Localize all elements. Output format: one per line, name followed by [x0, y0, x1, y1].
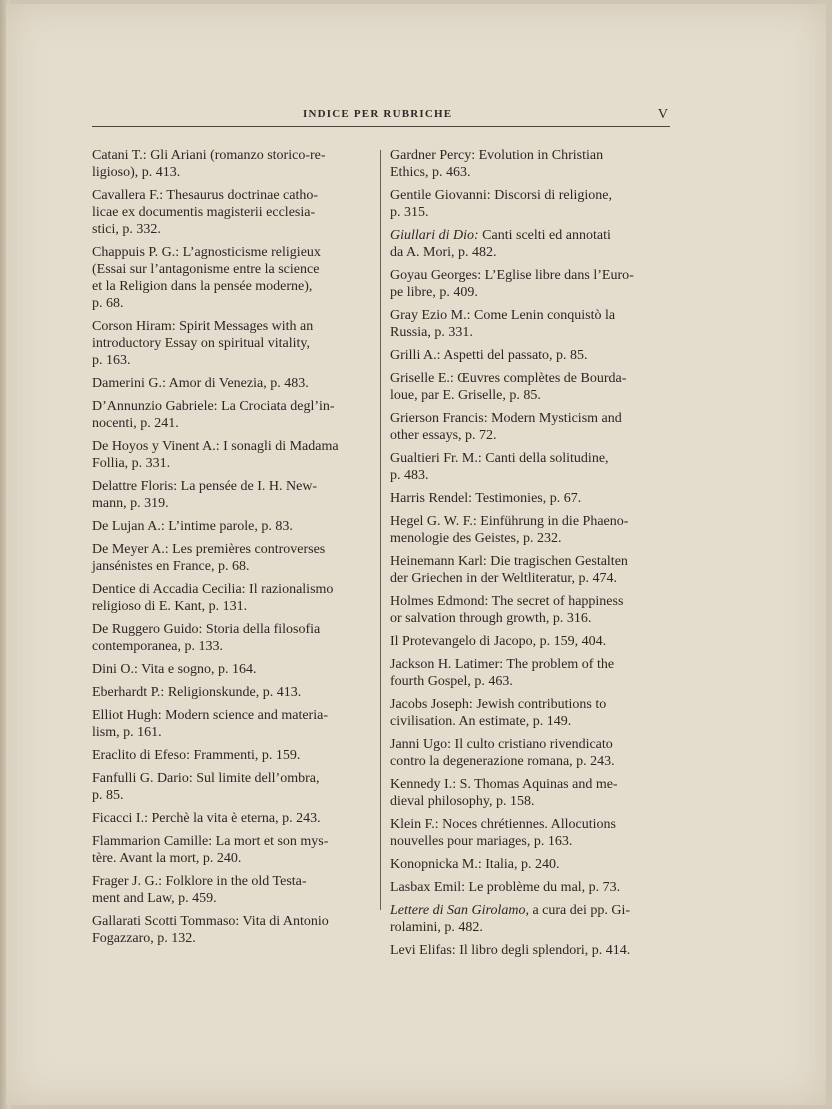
index-entry-line: Ethics, p. 463.: [390, 165, 471, 180]
index-entry-line: Gentile Giovanni: Discorsi di religione,: [390, 188, 613, 203]
index-entry: [92, 873, 372, 907]
index-entry: [390, 902, 670, 936]
index-entry-line: Dentice di Accadia Cecilia: Il razionalismo: [92, 582, 334, 597]
index-entry-line: Chappuis P. G.: L’agnosticisme religieux: [92, 245, 321, 260]
index-entry-line: Levi Elifas: Il libro degli splendori, p. 414.: [390, 943, 631, 958]
index-entry: [390, 267, 670, 301]
index-entry: [92, 707, 372, 741]
index-entry-line: lism, p. 161.: [92, 725, 162, 740]
index-entry-line: introductory Essay on spiritual vitality,: [92, 336, 311, 351]
index-entry-line: ligioso), p. 413.: [92, 165, 181, 180]
index-entry-line: D’Annunzio Gabriele: La Crociata degl’in-: [92, 399, 335, 414]
index-entry-line: Frager J. G.: Folklore in the old Testa-: [92, 874, 307, 889]
index-entry-line: De Lujan A.: L’intime parole, p. 83.: [92, 519, 293, 534]
index-entry-line: Jacobs Joseph: Jewish contributions to: [390, 697, 607, 712]
index-entry: [92, 833, 372, 867]
index-entry: [92, 147, 372, 181]
index-entry-line: Eraclito di Efeso: Frammenti, p. 159.: [92, 748, 301, 763]
index-entry-italic-title: Lettere di San Girolamo,: [390, 903, 529, 918]
running-header: [92, 108, 670, 128]
index-entry: [390, 856, 670, 873]
index-entry-line: Grilli A.: Aspetti del passato, p. 85.: [390, 348, 588, 363]
header-rule: [92, 126, 670, 127]
index-entry-line: or salvation through growth, p. 316.: [390, 611, 592, 626]
index-entry-line: menologie des Geistes, p. 232.: [390, 531, 562, 546]
index-entry-line: Griselle E.: Œuvres complètes de Bourda-: [390, 371, 627, 386]
index-entry-line: loue, par E. Griselle, p. 85.: [390, 388, 541, 403]
index-entry-line: Il Protevangelo di Jacopo, p. 159, 404.: [390, 634, 607, 649]
index-entry: [390, 450, 670, 484]
index-entry: [92, 438, 372, 472]
index-entry-line: Hegel G. W. F.: Einführung in die Phaeno-: [390, 514, 629, 529]
index-entry-line: Klein F.: Noces chrétiennes. Allocutions: [390, 817, 616, 832]
index-entry-line: Heinemann Karl: Die tragischen Gestalten: [390, 554, 628, 569]
index-entry: [390, 633, 670, 650]
index-entry-line: [390, 902, 670, 919]
index-entry-line: Ficacci I.: Perchè la vita è eterna, p. 243.: [92, 811, 321, 826]
index-entry: [92, 621, 372, 655]
index-entry: [92, 375, 372, 392]
index-entry-line: other essays, p. 72.: [390, 428, 497, 443]
index-entry: [92, 684, 372, 701]
index-entry-line: Follia, p. 331.: [92, 456, 171, 471]
index-entry-line: De Meyer A.: Les premières controverses: [92, 542, 326, 557]
index-entry-line: et la Religion dans la pensée moderne),: [92, 279, 313, 294]
index-entry: [92, 581, 372, 615]
index-entry-line: Harris Rendel: Testimonies, p. 67.: [390, 491, 582, 506]
index-entry-line: Elliot Hugh: Modern science and materia-: [92, 708, 328, 723]
index-entry: [390, 370, 670, 404]
index-entry-line: (Essai sur l’antagonisme entre la science: [92, 262, 320, 277]
index-entry-line: fourth Gospel, p. 463.: [390, 674, 513, 689]
index-entry-line: contemporanea, p. 133.: [92, 639, 224, 654]
index-entry-line: Delattre Floris: La pensée de I. H. New-: [92, 479, 318, 494]
index-entry-line: p. 163.: [92, 353, 131, 368]
index-entry-line: Kennedy I.: S. Thomas Aquinas and me-: [390, 777, 618, 792]
index-entry-line: Gualtieri Fr. M.: Canti della solitudine,: [390, 451, 609, 466]
index-entry-line: licae ex documentis magisterii ecclesia-: [92, 205, 316, 220]
index-entry-line: Fanfulli G. Dario: Sul limite dell’ombra,: [92, 771, 320, 786]
index-entry-line: contro la degenerazione romana, p. 243.: [390, 754, 615, 769]
index-entry: [92, 518, 372, 535]
index-entry: [390, 593, 670, 627]
index-entry: [390, 776, 670, 810]
index-entry: [92, 478, 372, 512]
index-entry-line: De Ruggero Guido: Storia della filosofia: [92, 622, 321, 637]
index-entry-line: p. 85.: [92, 788, 124, 803]
index-entry: [390, 410, 670, 444]
index-entry: [390, 816, 670, 850]
index-entry-text: a cura dei pp. Gi-: [528, 903, 631, 918]
index-entry: [92, 318, 372, 369]
index-entry: [390, 553, 670, 587]
index-entry: [390, 656, 670, 690]
index-entry-line: ment and Law, p. 459.: [92, 891, 217, 906]
index-entry-line: pe libre, p. 409.: [390, 285, 478, 300]
index-entry-line: Lasbax Emil: Le problème du mal, p. 73.: [390, 880, 621, 895]
index-entry: [92, 913, 372, 947]
index-entry-line: Russia, p. 331.: [390, 325, 473, 340]
index-entry: [92, 244, 372, 312]
index-entry-line: da A. Mori, p. 482.: [390, 245, 497, 260]
index-entry-line: nocenti, p. 241.: [92, 416, 179, 431]
index-entry: [390, 879, 670, 896]
index-entry-line: p. 315.: [390, 205, 429, 220]
index-entry: [390, 347, 670, 364]
index-entry-line: nouvelles pour mariages, p. 163.: [390, 834, 573, 849]
index-entry: [92, 541, 372, 575]
index-entry: [92, 398, 372, 432]
index-entry-line: p. 68.: [92, 296, 124, 311]
index-entry-line: Fogazzaro, p. 132.: [92, 931, 196, 946]
index-entry-text: Canti scelti ed annotati: [478, 228, 611, 243]
index-entry-line: rolamini, p. 482.: [390, 920, 483, 935]
index-entry-line: Janni Ugo: Il culto cristiano rivendicato: [390, 737, 613, 752]
page-number: V: [657, 107, 668, 122]
index-entry: [390, 147, 670, 181]
index-entry-line: civilisation. An estimate, p. 149.: [390, 714, 572, 729]
index-entry-line: religioso di E. Kant, p. 131.: [92, 599, 248, 614]
index-entry-line: Jackson H. Latimer: The problem of the: [390, 657, 615, 672]
column-divider: [380, 150, 381, 910]
index-entry-line: Gallarati Scotti Tommaso: Vita di Antonio: [92, 914, 329, 929]
index-entry-line: stici, p. 332.: [92, 222, 161, 237]
left-column: [92, 147, 372, 953]
index-entry: [390, 490, 670, 507]
index-entry-line: Holmes Edmond: The secret of happiness: [390, 594, 624, 609]
index-entry: [92, 810, 372, 827]
index-entry: [390, 307, 670, 341]
index-entry-line: Grierson Francis: Modern Mysticism and: [390, 411, 622, 426]
index-entry: [390, 736, 670, 770]
index-entry-line: Corson Hiram: Spirit Messages with an: [92, 319, 314, 334]
index-entry-line: De Hoyos y Vinent A.: I sonagli di Madama: [92, 439, 339, 454]
index-entry-line: Eberhardt P.: Religionskunde, p. 413.: [92, 685, 302, 700]
index-entry-line: Cavallera F.: Thesaurus doctrinae catho-: [92, 188, 319, 203]
index-entry: [390, 187, 670, 221]
index-entry-line: Flammarion Camille: La mort et son mys-: [92, 834, 329, 849]
running-header-title: INDICE PER RUBRICHE: [303, 108, 453, 120]
index-entry-line: Damerini G.: Amor di Venezia, p. 483.: [92, 376, 309, 391]
index-entry: [92, 187, 372, 238]
index-entry-line: Dini O.: Vita e sogno, p. 164.: [92, 662, 257, 677]
index-entry-line: dieval philosophy, p. 158.: [390, 794, 535, 809]
index-entry-line: Goyau Georges: L’Eglise libre dans l’Euro-: [390, 268, 634, 283]
index-entry: [390, 942, 670, 959]
index-entry: [92, 770, 372, 804]
index-entry: [390, 513, 670, 547]
index-entry-line: Konopnicka M.: Italia, p. 240.: [390, 857, 560, 872]
index-entry: [390, 227, 670, 261]
index-entry-line: mann, p. 319.: [92, 496, 169, 511]
index-entry-italic-title: Giullari di Dio:: [390, 228, 479, 243]
index-entry-line: tère. Avant la mort, p. 240.: [92, 851, 242, 866]
index-entry: [92, 661, 372, 678]
index-entry-line: jansénistes en France, p. 68.: [92, 559, 250, 574]
index-entry: [92, 747, 372, 764]
index-entry-line: Gardner Percy: Evolution in Christian: [390, 148, 604, 163]
index-entry-line: [390, 227, 670, 244]
right-column: [390, 147, 670, 965]
index-entry-line: der Griechen in der Weltliteratur, p. 474.: [390, 571, 618, 586]
index-entry: [390, 696, 670, 730]
index-entry-line: Catani T.: Gli Ariani (romanzo storico-re-: [92, 148, 326, 163]
index-entry-line: p. 483.: [390, 468, 429, 483]
index-entry-line: Gray Ezio M.: Come Lenin conquistò la: [390, 308, 616, 323]
